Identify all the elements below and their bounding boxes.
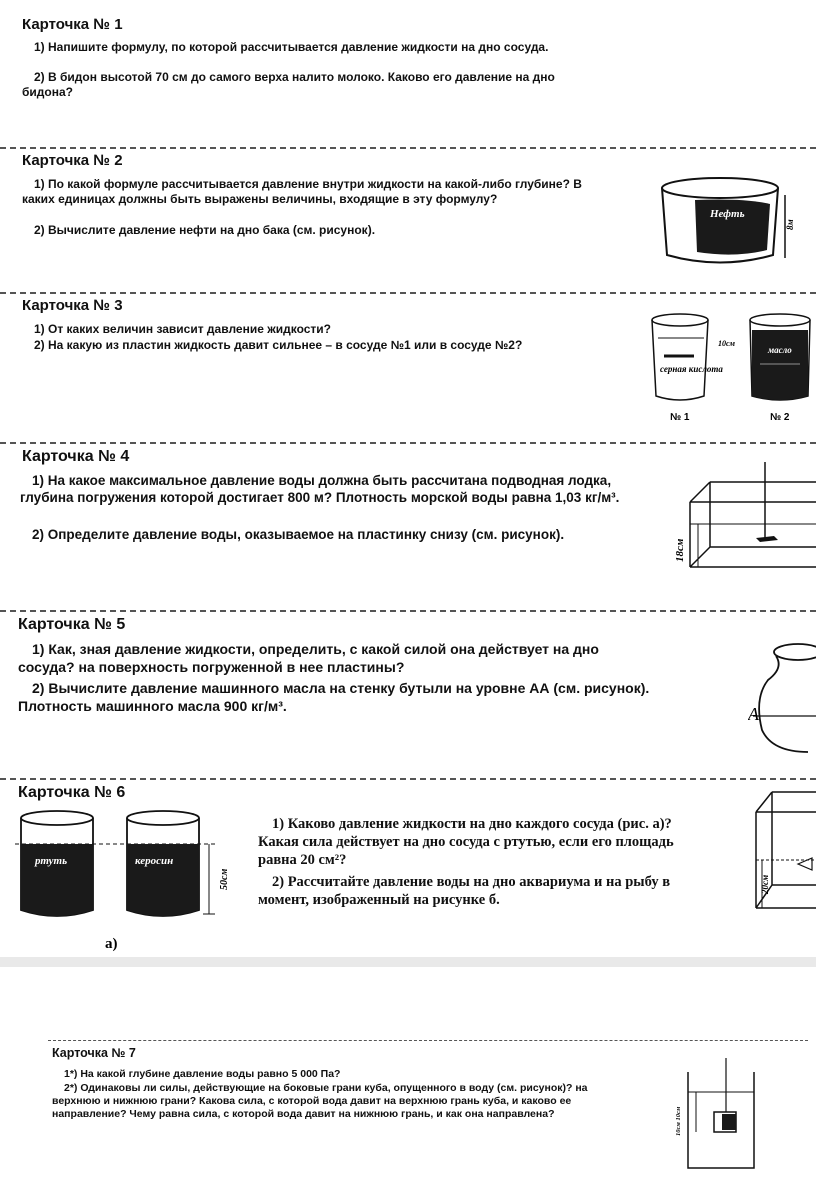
card-6-title: Карточка № 6 <box>18 784 126 801</box>
kerosene-label: керосин <box>135 855 174 867</box>
card-5-title: Карточка № 5 <box>18 616 126 633</box>
separator <box>0 147 816 149</box>
card-1-question-2: 2) В бидон высотой 70 см до самого верха налито молоко. Каково его давление на дно бидона? <box>22 70 555 99</box>
cube-in-water-figure <box>650 1058 760 1178</box>
mercury-kerosene-figure <box>15 808 230 963</box>
sulfuric-acid-label: серная кислота <box>660 364 723 374</box>
cube-dimensions-label: 10см 10см <box>675 1106 682 1136</box>
card-4-question-2: 2) Определите давление воды, оказываемое на пластинку снизу (см. рисунок). <box>32 527 565 542</box>
card-2-question-1: 1) По какой формуле рассчитывается давление внутри жидкости на какой-либо глубине? В каких единицах должны быть выражены величины, входящие в эту формулу? <box>22 177 582 206</box>
card-6-question-2: 2) Рассчитайте давление воды на дно аквариума и на рыбу в момент, изображенный на рисунке б. <box>258 874 671 909</box>
card-5-question-2: 2) Вычислите давление машинного масла на стенку бутыли на уровне АА (см. рисунок). Плотность машинного масла 900 кг/м³. <box>18 680 650 714</box>
card-2-question-2: 2) Вычислите давление нефти на дно бака (см. рисунок). <box>34 223 376 237</box>
aquarium-depth-label: 20см <box>760 874 770 894</box>
tank-height-label: 8м <box>785 219 795 230</box>
oil-label-vessel-2: масло <box>768 345 792 355</box>
card-4-title: Карточка № 4 <box>22 448 130 465</box>
card-4-question-1: 1) На какое максимальное давление воды должна быть рассчитана подводная лодка, глубина погружения которой достигает 800 м? Плотность морской воды равна 1,03 кг/м³. <box>20 473 620 505</box>
card-3-question-2: 2) На какую из пластин жидкость давит сильнее – в сосуде №1 или в сосуде №2? <box>34 338 523 352</box>
separator <box>0 778 816 780</box>
card-7-question-2: 2*) Одинаковы ли силы, действующие на боковые грани куба, опущенного в воду (см. рисунок)? на верхнюю и нижнюю грани? Какова сила, с которой вода давит на верхнюю грань куба, и каково ее направление? Чему равна сила, с которой вода давит на нижнюю грань, и как она направлена? <box>52 1082 588 1121</box>
depth-label: 10см <box>718 339 736 348</box>
depth-label: 18см <box>674 538 686 562</box>
card-5-question-1: 1) Как, зная давление жидкости, определить, с какой силой она действует на дно сосуда? на поверхность погруженной в нее пластины? <box>18 641 599 675</box>
card-3-question-1: 1) От каких величин зависит давление жидкости? <box>34 322 331 336</box>
separator <box>48 1040 808 1041</box>
card-3-title: Карточка № 3 <box>22 297 123 314</box>
height-label: 50см <box>219 868 230 890</box>
aquarium-figure <box>752 790 816 920</box>
oil-tank-figure <box>655 170 800 275</box>
oil-label: Нефть <box>710 208 745 220</box>
card-7-question-1: 1*) На какой глубине давление воды равно 5 000 Па? <box>64 1068 341 1080</box>
vessel-2-label: № 2 <box>770 412 790 423</box>
card-1-title: Карточка № 1 <box>22 16 123 33</box>
card-7-title: Карточка № 7 <box>52 1046 136 1060</box>
card-2-title: Карточка № 2 <box>22 152 123 169</box>
level-label: A <box>748 704 759 724</box>
separator <box>0 442 816 444</box>
plate-in-tank-figure <box>670 462 816 582</box>
separator <box>0 292 816 294</box>
vessel-1-label: № 1 <box>670 412 690 423</box>
mercury-label: ртуть <box>35 855 68 867</box>
page-gap <box>0 957 816 967</box>
bottle-figure <box>748 638 816 763</box>
figure-a-caption: а) <box>105 936 118 952</box>
card-1-question-1: 1) Напишите формулу, по которой рассчитывается давление жидкости на дно сосуда. <box>34 40 549 54</box>
separator <box>0 610 816 612</box>
two-vessels-figure <box>648 308 816 428</box>
card-6-question-1: 1) Каково давление жидкости на дно каждого сосуда (рис. а)? Какая сила действует на дно сосуда с ртутью, если его площадь равна 20 см²? <box>258 816 674 869</box>
